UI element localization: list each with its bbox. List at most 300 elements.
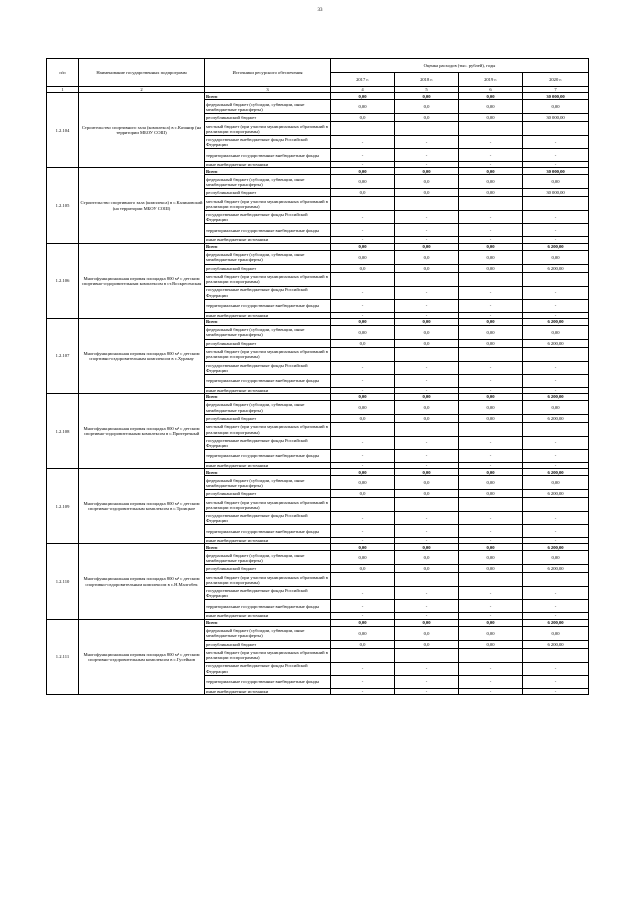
value-cell: - <box>395 525 459 538</box>
value-cell: 6 200,00 <box>523 243 589 250</box>
value-cell <box>523 648 589 662</box>
value-cell: 0,0 <box>395 114 459 122</box>
value-cell: - <box>459 162 523 168</box>
source-label: территориальные государственные внебюджетные фонды <box>205 675 331 688</box>
source-label: территориальные государственные внебюджетные фонды <box>205 450 331 463</box>
value-cell: - <box>459 299 523 312</box>
value-cell: - <box>523 361 589 374</box>
value-cell: 0,00 <box>523 401 589 415</box>
source-label: территориальные государственные внебюджетные фонды <box>205 299 331 312</box>
source-label: иные внебюджетные источники <box>205 237 331 243</box>
value-cell: - <box>459 374 523 387</box>
item-name: Многофункциональная игровая площадка 800 м² с детским спортивно-оздоровительным комплексом в с.Притеречный <box>79 394 205 469</box>
value-cell: 0,0 <box>395 325 459 339</box>
value-cell: 0,0 <box>395 476 459 490</box>
value-cell: 0,00 <box>459 189 523 197</box>
value-cell: - <box>331 538 395 544</box>
value-cell <box>395 347 459 361</box>
value-cell <box>459 573 523 587</box>
value-cell: - <box>395 211 459 224</box>
source-label: местный бюджет (при участии муниципальных образований в реализации госпрограммы) <box>205 122 331 136</box>
value-cell: - <box>395 374 459 387</box>
index-cell: 7 <box>523 87 589 93</box>
source-label: республиканский бюджет <box>205 189 331 197</box>
value-cell: 0,00 <box>459 264 523 272</box>
value-cell: 0,00 <box>459 476 523 490</box>
value-cell: - <box>395 613 459 619</box>
value-cell: 0,0 <box>395 189 459 197</box>
value-cell: 0,00 <box>459 250 523 264</box>
value-cell: - <box>459 512 523 525</box>
source-label: местный бюджет (при участии муниципальных образований в реализации госпрограммы) <box>205 648 331 662</box>
value-cell: 6 200,00 <box>523 339 589 347</box>
value-cell: - <box>459 525 523 538</box>
value-cell: 0,00 <box>331 619 395 626</box>
value-cell: - <box>523 587 589 600</box>
value-cell: 0,00 <box>459 339 523 347</box>
value-cell: 0,00 <box>459 640 523 648</box>
value-cell: 0,0 <box>395 626 459 640</box>
value-cell: - <box>331 450 395 463</box>
source-label: местный бюджет (при участии муниципальных образований в реализации госпрограммы) <box>205 573 331 587</box>
value-cell: 0,0 <box>395 551 459 565</box>
value-cell: - <box>523 374 589 387</box>
value-cell: 0,00 <box>459 619 523 626</box>
value-cell: 6 200,00 <box>523 619 589 626</box>
value-cell: 0,0 <box>395 640 459 648</box>
value-cell: - <box>331 299 395 312</box>
value-cell: - <box>331 587 395 600</box>
source-label: Всего <box>205 93 331 100</box>
source-label: государственные внебюджетные фонды Российской Федерации <box>205 512 331 525</box>
source-label: иные внебюджетные источники <box>205 688 331 694</box>
table-row <box>47 168 589 175</box>
page-number: 33 <box>317 8 323 13</box>
value-cell: 0,0 <box>395 401 459 415</box>
value-cell: - <box>459 387 523 393</box>
value-cell <box>459 197 523 211</box>
value-cell: 0,0 <box>331 189 395 197</box>
value-cell: 0,00 <box>459 325 523 339</box>
value-cell: - <box>395 286 459 299</box>
value-cell: - <box>331 437 395 450</box>
value-cell: 0,00 <box>459 415 523 423</box>
value-cell: - <box>395 237 459 243</box>
source-label: Всего <box>205 243 331 250</box>
value-cell: - <box>395 463 459 469</box>
value-cell: - <box>331 312 395 318</box>
source-label: республиканский бюджет <box>205 490 331 498</box>
value-cell: - <box>331 374 395 387</box>
value-cell <box>331 423 395 437</box>
value-cell: - <box>395 149 459 162</box>
value-cell <box>459 423 523 437</box>
value-cell: 0,00 <box>331 551 395 565</box>
item-number: 1.2.109 <box>47 469 79 544</box>
value-cell: - <box>523 613 589 619</box>
value-cell: - <box>395 299 459 312</box>
value-cell: - <box>523 463 589 469</box>
value-cell <box>459 122 523 136</box>
value-cell: - <box>395 162 459 168</box>
item-number: 1.2.111 <box>47 619 79 694</box>
value-cell: 0,00 <box>459 318 523 325</box>
value-cell: 0,00 <box>459 565 523 573</box>
value-cell: - <box>523 512 589 525</box>
value-cell: 0,00 <box>331 93 395 100</box>
table-row <box>47 394 589 401</box>
value-cell <box>523 347 589 361</box>
value-cell: - <box>331 613 395 619</box>
item-name: Многофункциональная игровая площадка 800 м² с детским спортивно-оздоровительным комплексом в с.Троицкое <box>79 469 205 544</box>
value-cell: - <box>331 525 395 538</box>
value-cell: 0,0 <box>395 339 459 347</box>
source-label: местный бюджет (при участии муниципальных образований в реализации госпрограммы) <box>205 272 331 286</box>
table-row <box>47 243 589 250</box>
item-number: 1.2.104 <box>47 93 79 168</box>
value-cell <box>395 197 459 211</box>
value-cell: 0,00 <box>395 93 459 100</box>
index-cell: 5 <box>395 87 459 93</box>
value-cell: 6 200,00 <box>523 640 589 648</box>
value-cell: 0,0 <box>395 175 459 189</box>
value-cell: - <box>523 525 589 538</box>
value-cell: - <box>459 613 523 619</box>
header-year: 2018 г. <box>395 73 459 87</box>
value-cell: - <box>331 136 395 149</box>
value-cell: 6 200,00 <box>523 490 589 498</box>
value-cell: - <box>331 149 395 162</box>
item-number: 1.2.107 <box>47 318 79 393</box>
value-cell: 0,00 <box>395 394 459 401</box>
value-cell: - <box>331 675 395 688</box>
value-cell: - <box>459 450 523 463</box>
source-label: местный бюджет (при участии муниципальных образований в реализации госпрограммы) <box>205 423 331 437</box>
source-label: территориальные государственные внебюджетные фонды <box>205 525 331 538</box>
value-cell: - <box>395 450 459 463</box>
value-cell: - <box>459 662 523 675</box>
value-cell <box>331 573 395 587</box>
source-label: территориальные государственные внебюджетные фонды <box>205 600 331 613</box>
value-cell: 0,00 <box>523 250 589 264</box>
value-cell: 0,00 <box>459 93 523 100</box>
header-estimate: Оценка расходов (тыс. рублей), годы <box>331 59 589 73</box>
value-cell: 0,0 <box>395 490 459 498</box>
value-cell: - <box>395 675 459 688</box>
value-cell <box>523 423 589 437</box>
value-cell: 0,00 <box>331 476 395 490</box>
header-year: 2017 г. <box>331 73 395 87</box>
value-cell: 0,00 <box>523 626 589 640</box>
value-cell <box>459 347 523 361</box>
value-cell: - <box>459 224 523 237</box>
value-cell: 0,00 <box>459 469 523 476</box>
value-cell: - <box>459 312 523 318</box>
item-number: 1.2.106 <box>47 243 79 318</box>
value-cell: 0,00 <box>331 325 395 339</box>
table-row <box>47 619 589 626</box>
value-cell: - <box>459 237 523 243</box>
value-cell: 0,00 <box>459 243 523 250</box>
value-cell: 6 200,00 <box>523 415 589 423</box>
value-cell: 0,00 <box>459 100 523 114</box>
value-cell <box>331 648 395 662</box>
source-label: федеральный бюджет (субсидии, субвенции, иные межбюджетные трансферты) <box>205 551 331 565</box>
value-cell: 0,00 <box>459 168 523 175</box>
source-label: федеральный бюджет (субсидии, субвенции, иные межбюджетные трансферты) <box>205 250 331 264</box>
value-cell: - <box>395 600 459 613</box>
value-cell: 6 200,00 <box>523 544 589 551</box>
value-cell: 0,00 <box>459 544 523 551</box>
value-cell <box>395 648 459 662</box>
value-cell: 0,00 <box>459 626 523 640</box>
header-year: 2019 г. <box>459 73 523 87</box>
source-label: Всего <box>205 469 331 476</box>
source-label: иные внебюджетные источники <box>205 312 331 318</box>
source-label: местный бюджет (при участии муниципальных образований в реализации госпрограммы) <box>205 347 331 361</box>
value-cell: - <box>331 387 395 393</box>
source-label: Всего <box>205 318 331 325</box>
value-cell: 0,00 <box>459 401 523 415</box>
item-name: Многофункциональная игровая площадка 800 м² с детским спортивно-оздоровительным комплексом в с.Н.Малгобек <box>79 544 205 619</box>
value-cell: 0,00 <box>331 394 395 401</box>
value-cell: - <box>523 450 589 463</box>
value-cell: - <box>459 538 523 544</box>
source-label: государственные внебюджетные фонды Российской Федерации <box>205 286 331 299</box>
value-cell: - <box>459 149 523 162</box>
value-cell: - <box>395 538 459 544</box>
source-label: территориальные государственные внебюджетные фонды <box>205 224 331 237</box>
source-label: Всего <box>205 544 331 551</box>
value-cell: 0,00 <box>331 243 395 250</box>
value-cell: - <box>459 361 523 374</box>
value-cell: - <box>331 688 395 694</box>
value-cell: - <box>523 136 589 149</box>
source-label: иные внебюджетные источники <box>205 162 331 168</box>
source-label: республиканский бюджет <box>205 415 331 423</box>
source-label: Всего <box>205 619 331 626</box>
value-cell: - <box>523 237 589 243</box>
value-cell: - <box>459 437 523 450</box>
value-cell: - <box>523 149 589 162</box>
value-cell: 0,00 <box>459 490 523 498</box>
value-cell: 0,0 <box>395 250 459 264</box>
value-cell: 0,0 <box>331 490 395 498</box>
value-cell: - <box>459 211 523 224</box>
value-cell: - <box>459 675 523 688</box>
value-cell: 0,00 <box>459 394 523 401</box>
item-number: 1.2.110 <box>47 544 79 619</box>
value-cell <box>523 197 589 211</box>
source-label: местный бюджет (при участии муниципальных образований в реализации госпрограммы) <box>205 197 331 211</box>
value-cell: - <box>395 688 459 694</box>
value-cell: 0,0 <box>331 264 395 272</box>
value-cell: 0,0 <box>331 565 395 573</box>
value-cell: 30 000,00 <box>523 189 589 197</box>
value-cell: - <box>395 312 459 318</box>
value-cell <box>331 498 395 512</box>
source-label: иные внебюджетные источники <box>205 463 331 469</box>
value-cell <box>395 423 459 437</box>
source-label: государственные внебюджетные фонды Российской Федерации <box>205 587 331 600</box>
value-cell: 0,00 <box>395 544 459 551</box>
value-cell: 6 200,00 <box>523 394 589 401</box>
source-label: республиканский бюджет <box>205 640 331 648</box>
value-cell: 0,00 <box>523 175 589 189</box>
value-cell: 0,00 <box>331 168 395 175</box>
value-cell: - <box>459 600 523 613</box>
value-cell: - <box>331 662 395 675</box>
value-cell: 0,00 <box>331 318 395 325</box>
value-cell: 0,0 <box>331 339 395 347</box>
value-cell: 0,00 <box>523 476 589 490</box>
value-cell: - <box>523 675 589 688</box>
source-label: иные внебюджетные источники <box>205 538 331 544</box>
index-cell: 3 <box>205 87 331 93</box>
source-label: республиканский бюджет <box>205 339 331 347</box>
value-cell: - <box>459 286 523 299</box>
value-cell: - <box>523 662 589 675</box>
value-cell: - <box>395 136 459 149</box>
index-cell: 2 <box>79 87 205 93</box>
value-cell <box>331 122 395 136</box>
value-cell: 0,0 <box>395 415 459 423</box>
value-cell: 0,00 <box>331 544 395 551</box>
table-row <box>47 93 589 100</box>
value-cell: 0,00 <box>331 626 395 640</box>
value-cell <box>395 122 459 136</box>
source-label: государственные внебюджетные фонды Российской Федерации <box>205 136 331 149</box>
header-num: п/п <box>47 59 79 87</box>
item-name: Многофункциональная игровая площадка 800 м² с детским спортивно-оздоровительным комплексом в ст.Воскресенская <box>79 243 205 318</box>
source-label: республиканский бюджет <box>205 565 331 573</box>
source-label: государственные внебюджетные фонды Российской Федерации <box>205 437 331 450</box>
value-cell: - <box>459 688 523 694</box>
value-cell: 0,00 <box>395 168 459 175</box>
value-cell: 0,00 <box>523 325 589 339</box>
value-cell: - <box>331 211 395 224</box>
header-source: Источники ресурсного обеспечения <box>205 59 331 87</box>
value-cell <box>395 573 459 587</box>
value-cell: - <box>395 587 459 600</box>
index-cell: 1 <box>47 87 79 93</box>
source-label: Всего <box>205 168 331 175</box>
value-cell: 6 200,00 <box>523 318 589 325</box>
value-cell <box>395 272 459 286</box>
value-cell: 0,0 <box>395 264 459 272</box>
value-cell <box>459 648 523 662</box>
value-cell: 0,0 <box>395 100 459 114</box>
value-cell: - <box>523 538 589 544</box>
value-cell: - <box>395 512 459 525</box>
source-label: федеральный бюджет (субсидии, субвенции, иные межбюджетные трансферты) <box>205 175 331 189</box>
value-cell: - <box>523 688 589 694</box>
value-cell <box>331 272 395 286</box>
source-label: федеральный бюджет (субсидии, субвенции, иные межбюджетные трансферты) <box>205 100 331 114</box>
value-cell: 30 000,00 <box>523 114 589 122</box>
value-cell: 0,00 <box>395 469 459 476</box>
index-cell: 6 <box>459 87 523 93</box>
item-name: Многофункциональная игровая площадка 800 м² с детским спортивно-оздоровительным комплексом в с.Хуракау <box>79 318 205 393</box>
value-cell: - <box>523 299 589 312</box>
item-name: Строительство спортивного зала (комплекса) в с.Калиновский (на территории МБОУ СОШ) <box>79 168 205 243</box>
value-cell: - <box>395 387 459 393</box>
table-row <box>47 469 589 476</box>
value-cell: - <box>523 387 589 393</box>
value-cell: 6 200,00 <box>523 264 589 272</box>
value-cell: 0,00 <box>459 551 523 565</box>
header-year: 2020 г. <box>523 73 589 87</box>
table-row <box>47 544 589 551</box>
value-cell: - <box>331 162 395 168</box>
value-cell: - <box>523 224 589 237</box>
value-cell <box>523 122 589 136</box>
value-cell: - <box>523 600 589 613</box>
header-name: Наименование государственных подпрограмм <box>79 59 205 87</box>
value-cell: - <box>395 662 459 675</box>
source-label: территориальные государственные внебюджетные фонды <box>205 149 331 162</box>
value-cell <box>331 347 395 361</box>
value-cell: - <box>331 361 395 374</box>
value-cell: - <box>331 237 395 243</box>
value-cell: 0,00 <box>395 619 459 626</box>
value-cell: 0,00 <box>523 551 589 565</box>
source-label: федеральный бюджет (субсидии, субвенции, иные межбюджетные трансферты) <box>205 626 331 640</box>
value-cell: 6 200,00 <box>523 469 589 476</box>
source-label: республиканский бюджет <box>205 264 331 272</box>
value-cell: - <box>331 463 395 469</box>
value-cell: - <box>459 136 523 149</box>
value-cell <box>459 498 523 512</box>
item-name: Строительство спортивного зала (комплекса) в с.Казанир (на территории МБОУ СОШ) <box>79 93 205 168</box>
source-label: федеральный бюджет (субсидии, субвенции, иные межбюджетные трансферты) <box>205 325 331 339</box>
value-cell: 0,00 <box>331 175 395 189</box>
index-cell: 4 <box>331 87 395 93</box>
value-cell: 0,00 <box>395 243 459 250</box>
value-cell: 0,0 <box>331 415 395 423</box>
value-cell: 0,00 <box>459 114 523 122</box>
source-label: государственные внебюджетные фонды Российской Федерации <box>205 361 331 374</box>
value-cell: 0,00 <box>331 100 395 114</box>
source-label: иные внебюджетные источники <box>205 387 331 393</box>
value-cell: - <box>459 463 523 469</box>
source-label: государственные внебюджетные фонды Российской Федерации <box>205 211 331 224</box>
value-cell: - <box>395 224 459 237</box>
value-cell: - <box>331 512 395 525</box>
value-cell: - <box>523 312 589 318</box>
value-cell <box>331 197 395 211</box>
source-label: местный бюджет (при участии муниципальных образований в реализации госпрограммы) <box>205 498 331 512</box>
table-row <box>47 318 589 325</box>
value-cell: - <box>523 211 589 224</box>
item-name: Многофункциональная игровая площадка 800 м² с детским спортивно-оздоровительным комплексом в с.Гусейнов <box>79 619 205 694</box>
source-label: государственные внебюджетные фонды Российской Федерации <box>205 662 331 675</box>
value-cell: - <box>459 587 523 600</box>
value-cell: 30 000,00 <box>523 168 589 175</box>
value-cell: - <box>395 437 459 450</box>
item-number: 1.2.108 <box>47 394 79 469</box>
source-label: Всего <box>205 394 331 401</box>
value-cell <box>523 498 589 512</box>
value-cell: 0,00 <box>331 250 395 264</box>
item-number: 1.2.105 <box>47 168 79 243</box>
value-cell: 0,00 <box>331 401 395 415</box>
value-cell: 30 000,00 <box>523 93 589 100</box>
budget-table <box>46 58 589 695</box>
source-label: федеральный бюджет (субсидии, субвенции, иные межбюджетные трансферты) <box>205 476 331 490</box>
value-cell: - <box>523 286 589 299</box>
source-label: территориальные государственные внебюджетные фонды <box>205 374 331 387</box>
